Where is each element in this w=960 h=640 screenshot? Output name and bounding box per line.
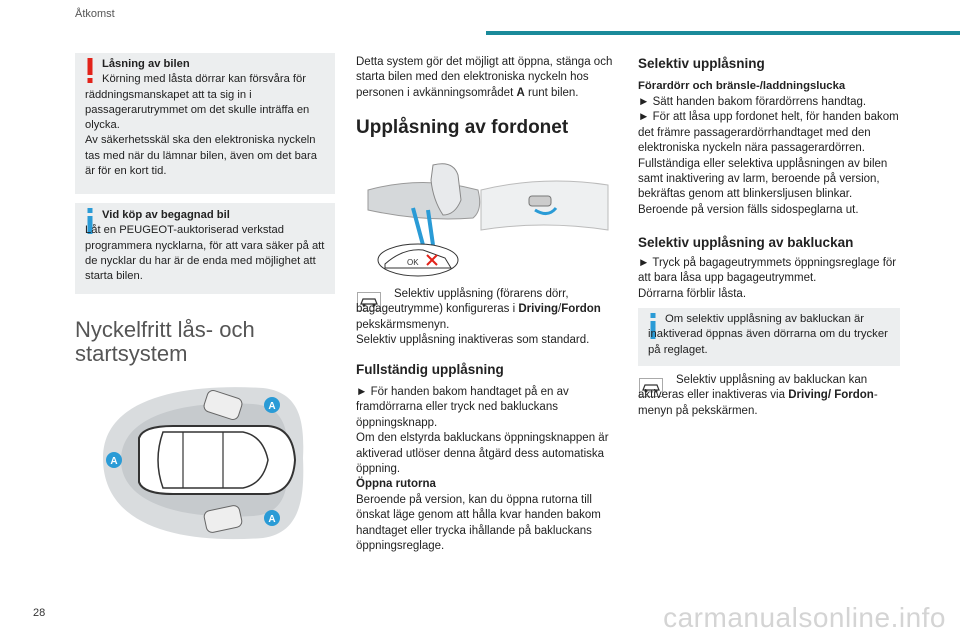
- unlock-figure: [363, 160, 621, 280]
- boot-unlock-note: Dörrarna förblir låsta.: [638, 287, 747, 300]
- zone-label-left: A: [110, 456, 118, 467]
- boot-selective-note: [638, 373, 900, 419]
- intro-text: Detta system gör det möjligt att öppna, stänga och starta bilen med den elektroniska nyckeln hos personen i avkänningsområdet: [356, 56, 613, 99]
- driver-door-step-2: ► För att låsa upp fordonet helt, för handen bakom det främre passagerardörrhandtaget med den elektroniska nyckeln nära passagerardörren.: [638, 111, 899, 155]
- selective-unlock-heading: Selektiv upplåsning: [638, 56, 765, 71]
- intro-text-end: runt bilen.: [528, 86, 579, 99]
- driver-door-note-2: Beroende på version fälls sidospeglarna ut.: [638, 203, 859, 216]
- info-box: [75, 203, 335, 294]
- driver-door-note-1: Fullständiga eller selektiva upplåsningen av bilen samt inaktivering av larm, beroende på version, bekräftas genom att blinkersljusen blinkar.: [638, 157, 888, 201]
- selective-note: [356, 287, 618, 349]
- full-unlock-note: Om den elstyrda bakluckans öppningsknappen är aktiverad utlöser denna åtgärd dess automatiska öppning.: [356, 432, 609, 476]
- boot-selective-note-menu: Driving/ Fordon: [788, 389, 874, 402]
- selective-note-fordon: Fordon: [561, 303, 601, 316]
- boot-info-box: [638, 308, 900, 366]
- open-windows-heading: Öppna rutorna: [356, 478, 436, 491]
- info-title: Vid köp av begagnad bil: [102, 209, 230, 221]
- boot-selective-note-end: -menyn på pekskärmen.: [638, 389, 878, 417]
- boot-unlock-body: [638, 256, 904, 302]
- section-header-title: Åtkomst: [75, 8, 115, 20]
- full-unlock-step: ► För handen bakom handtaget på en av framdörrarna eller tryck ned bakluckans öppningsknapp.: [356, 386, 569, 429]
- figure-ok-label: OK: [407, 258, 419, 267]
- boot-unlock-step: ► Tryck på bagageutrymmets öppningsreglage för att bara låsa upp bagageutrymmet.: [638, 257, 897, 285]
- driver-door-step-1: ► Sätt handen bakom förardörrens handtag.: [638, 96, 867, 108]
- info-text: Låt en PEUGEOT-auktoriserad verkstad programmera nycklarna, för att vara säker på att de nycklar du har är de enda med möjlighet att starta bilen.: [85, 224, 325, 283]
- selective-note-driving: Driving: [518, 303, 558, 316]
- selective-note-slash: /: [558, 303, 562, 316]
- intro-zone-letter: A: [516, 86, 525, 99]
- zone-label-bottom: A: [268, 514, 276, 525]
- boot-selective-note-text: Selektiv upplåsning av bakluckan kan aktiveras eller inaktiveras via: [638, 374, 868, 402]
- intro-paragraph: [356, 55, 618, 101]
- section-title: Nyckelfritt lås- och startsystem: [75, 317, 255, 366]
- section-header-bar: [486, 31, 960, 35]
- keyless-zone-figure: [83, 378, 307, 548]
- open-windows-text: Beroende på version, kan du öppna rutorna till önskat läge genom att hålla kvar handen bakom handtaget eller trycka ihållande på bakluckans öppningsreglage.: [356, 493, 601, 553]
- selective-note-end: pekskärmsmenyn.: [356, 318, 450, 331]
- selective-note-text: Selektiv upplåsning (förarens dörr, bagageutrymme) konfigureras i: [356, 288, 569, 316]
- driver-door-heading: Förardörr och bränsle-/laddningslucka: [638, 80, 846, 92]
- warning-title: Låsning av bilen: [102, 58, 190, 70]
- selective-note-line2: Selektiv upplåsning inaktiveras som standard.: [356, 334, 590, 347]
- warning-box: [75, 53, 335, 194]
- boot-info-text: Om selektiv upplåsning av bakluckan är inaktiverad öppnas även dörrarna om du trycker på reglaget.: [648, 313, 888, 356]
- full-unlock-heading: Fullständig upplåsning: [356, 362, 504, 377]
- watermark: carmanualsonline.info: [663, 602, 946, 633]
- boot-unlock-heading: Selektiv upplåsning av bakluckan: [638, 235, 854, 250]
- full-unlock-body: [356, 385, 618, 554]
- page-number: 28: [33, 607, 46, 619]
- unlock-heading: Upplåsning av fordonet: [356, 117, 569, 138]
- warning-text: Körning med låsta dörrar kan försvåra för räddningsmanskapet att ta sig in i passagerarutrymmet om det skulle inträffa en olycka.: [85, 73, 310, 132]
- warning-text-2: Av säkerhetsskäl ska den elektroniska nyckeln tas med när du lämnar bilen, även om det bara är för en kort tid.: [85, 134, 317, 178]
- zone-label-top: A: [268, 401, 276, 412]
- driver-door-body: [638, 95, 904, 218]
